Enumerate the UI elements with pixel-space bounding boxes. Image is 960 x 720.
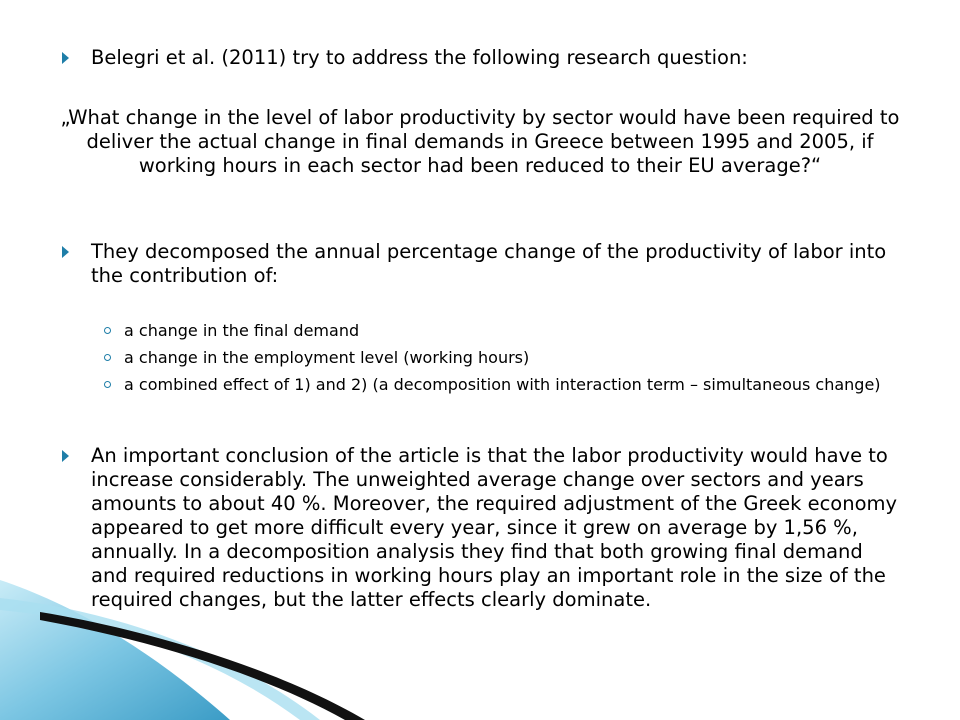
bullet-research-question bbox=[62, 46, 902, 70]
sub-bullet-employment bbox=[104, 347, 894, 368]
ring-bullet-icon bbox=[104, 381, 111, 388]
bullet-text: An important conclusion of the article is that the labor productivity would have to increase considerably. The unweighted average change over sectors and years amounts to about 40 %. Moreover, the required adjustment of the Greek economy appeared to get more difficult every year, since it grew on average by 1,56 %, annually. In a decomposition analysis they find that both growing final demand and required reductions in working hours play an important role in the size of the required changes, but the latter effects clearly dominate. bbox=[91, 444, 898, 611]
sub-bullet-final-demand bbox=[104, 320, 894, 341]
sub-bullet-text: a change in the final demand bbox=[124, 321, 360, 340]
sub-bullet-text: a change in the employment level (working hours) bbox=[124, 348, 530, 367]
arrow-bullet-icon bbox=[62, 52, 69, 64]
ring-bullet-icon bbox=[104, 354, 111, 361]
research-question-quote: „What change in the level of labor productivity by sector would have been required to deliver the actual change in final demands in Greece between 1995 and 2005, if working hours in each sector had been reduced to their EU average?“ bbox=[60, 106, 900, 177]
sub-bullet-text: a combined effect of 1) and 2) (a decomposition with interaction term – simultaneous change) bbox=[124, 375, 881, 394]
bullet-text: They decomposed the annual percentage change of the productivity of labor into the contribution of: bbox=[91, 240, 887, 287]
ring-bullet-icon bbox=[104, 327, 111, 334]
arrow-bullet-icon bbox=[62, 246, 69, 258]
bullet-text: Belegri et al. (2011) try to address the following research question: bbox=[91, 46, 748, 69]
sub-bullet-combined bbox=[104, 374, 894, 395]
bullet-conclusion bbox=[62, 444, 902, 612]
bullet-decomposition bbox=[62, 240, 902, 288]
arrow-bullet-icon bbox=[62, 450, 69, 462]
